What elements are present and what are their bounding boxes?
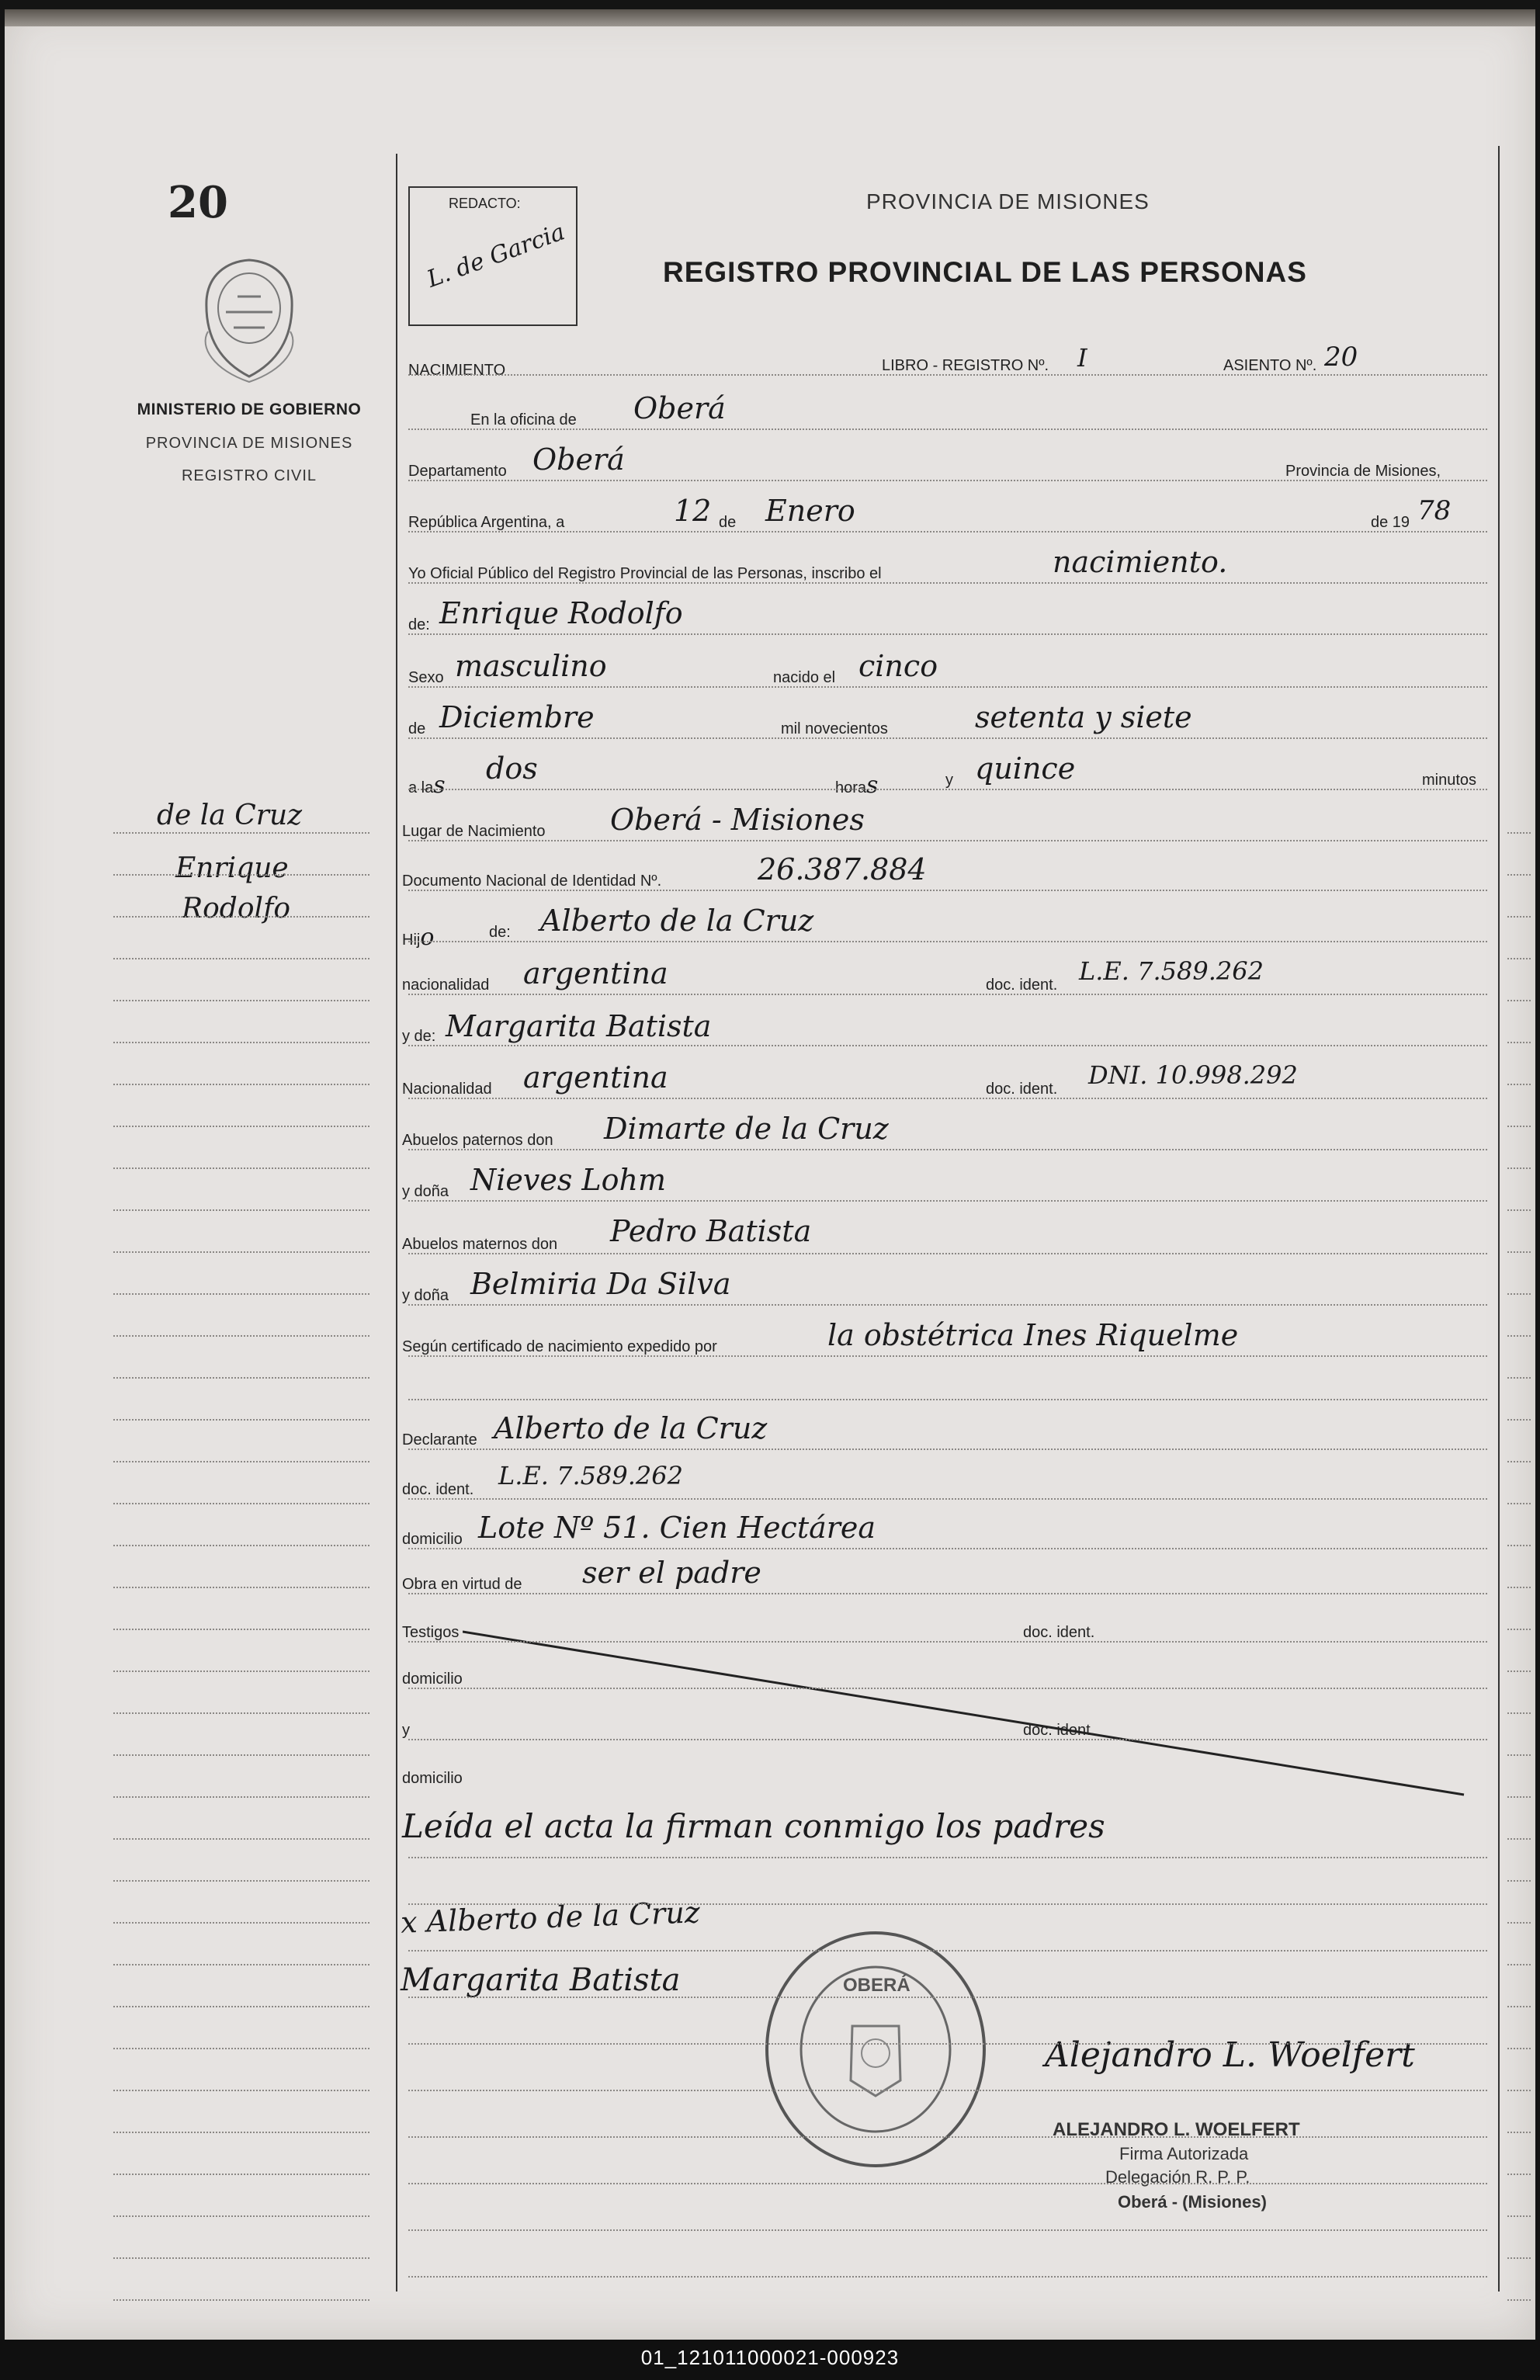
right-margin-line (1507, 1419, 1531, 1421)
form-line (408, 1304, 1487, 1306)
form-line (408, 789, 1487, 790)
anio-value: 78 (1417, 495, 1452, 526)
ab-mat-value: Pedro Batista (610, 1214, 812, 1248)
horas-value: dos (486, 751, 538, 786)
declarante-doc-value: L.E. 7.589.262 (498, 1461, 683, 1490)
form-line (408, 840, 1487, 841)
nombre-value: Enrique Rodolfo (439, 596, 683, 630)
nacido-value: cinco (858, 649, 938, 683)
margin-line (113, 2090, 369, 2091)
form-line (408, 1098, 1487, 1099)
departamento-value: Oberá (532, 442, 625, 477)
leida-text: Leída el acta la firman conmigo los padres (402, 1807, 1105, 1845)
margin-line (113, 1629, 369, 1630)
declarante-label: Declarante (402, 1431, 477, 1448)
official-line3: Delegación R. P. P. (1105, 2167, 1250, 2187)
domicilio-value: Lote Nº 51. Cien Hectárea (478, 1511, 876, 1545)
ydona-label: y doña (402, 1183, 449, 1200)
right-margin-line (1507, 2006, 1531, 2007)
doc5-label: doc. ident. (1023, 1722, 1095, 1739)
margin-line (113, 832, 369, 834)
form-line (408, 1045, 1487, 1046)
margin-line (113, 2299, 369, 2301)
domicilio3-label: domicilio (402, 1770, 463, 1787)
nac-value: argentina (523, 956, 668, 991)
form-line (408, 1253, 1487, 1254)
right-margin-line (1507, 1796, 1531, 1798)
form-line (408, 428, 1487, 430)
ab-pat-label: Abuelos paternos don (402, 1132, 553, 1149)
ydona2-label: y doña (402, 1287, 449, 1304)
form-line (408, 1498, 1487, 1500)
form-line (408, 1355, 1487, 1357)
hijo-label (402, 924, 434, 951)
de-label: de (719, 514, 737, 531)
province-heading: PROVINCIA DE MISIONES (866, 189, 1150, 213)
right-margin-line (1507, 1964, 1531, 1965)
right-margin-line (1507, 1377, 1531, 1379)
margin-line (113, 958, 369, 959)
signature-mother: Margarita Batista (401, 1962, 681, 1998)
right-margin-line (1507, 916, 1531, 918)
form-line (408, 1593, 1487, 1594)
form-line (408, 2090, 1487, 2091)
mes-nac-value: Diciembre (439, 700, 595, 734)
asiento-value: 20 (1324, 342, 1358, 373)
doc2-label: doc. ident. (986, 1081, 1058, 1098)
anio-label: de 19 (1371, 514, 1410, 531)
right-margin-line (1507, 1251, 1531, 1253)
form-line (408, 1903, 1487, 1905)
form-line (408, 1149, 1487, 1150)
form-line (408, 1548, 1487, 1549)
folio-number: 20 (168, 177, 228, 228)
alas-suffix: s (433, 772, 446, 799)
form-line (408, 1448, 1487, 1450)
margin-line (113, 874, 369, 876)
record-page (5, 9, 1535, 2340)
testigos-label: Testigos (402, 1624, 460, 1641)
form-line (408, 1857, 1487, 1858)
form-line (408, 1641, 1487, 1643)
right-margin-line (1507, 832, 1531, 834)
right-margin-line (1507, 958, 1531, 959)
de2-label: de: (408, 616, 430, 633)
form-line (408, 582, 1487, 584)
madre-value: Margarita Batista (446, 1009, 712, 1043)
margin-line (113, 1964, 369, 1965)
margin-note-name2: Rodolfo (182, 893, 291, 925)
form-line (408, 1399, 1487, 1400)
official-signature: Alejandro L. Woelfert (1045, 2035, 1415, 2075)
margin-note-name1: Enrique (175, 852, 289, 884)
margin-line (113, 1461, 369, 1462)
ab-pat2-value: Nieves Lohm (470, 1163, 667, 1197)
right-margin-line (1507, 2132, 1531, 2133)
margin-line (113, 2132, 369, 2133)
right-margin-line (1507, 1880, 1531, 1882)
y2-label: y (402, 1722, 410, 1739)
doc4-label: doc. ident. (1023, 1624, 1095, 1641)
image-id: 01_121011000021-000923 (640, 2346, 900, 2369)
seal-center-text: OBERÁ (843, 1975, 910, 1996)
margin-line (113, 2174, 369, 2175)
official-line4: Oberá - (Misiones) (1118, 2192, 1267, 2212)
libro-label: LIBRO - REGISTRO Nº. (882, 357, 1049, 374)
minutos-value: quince (975, 751, 1076, 786)
form-line (408, 686, 1487, 688)
margin-line (113, 1377, 369, 1379)
lugar-value: Oberá - Misiones (610, 803, 865, 837)
binding-edge (5, 9, 1535, 26)
right-margin-line (1507, 2299, 1531, 2301)
left-rule (396, 154, 397, 2292)
margin-line (113, 1209, 369, 1211)
departamento-label: Departamento (408, 463, 507, 480)
form-line (408, 2276, 1487, 2278)
redacto-label: REDACTO: (449, 196, 521, 211)
margin-line (113, 1293, 369, 1295)
mes-value: Enero (765, 494, 855, 528)
right-margin-line (1507, 1545, 1531, 1546)
right-rule (1498, 146, 1500, 2292)
right-margin-line (1507, 1461, 1531, 1462)
form-line (408, 480, 1487, 481)
margin-line (113, 2257, 369, 2259)
declarante-value: Alberto de la Cruz (494, 1411, 768, 1445)
dni-value: 26.387.884 (758, 852, 927, 886)
sexo-value: masculino (455, 649, 607, 683)
form-line (408, 374, 1487, 376)
right-margin-line (1507, 2090, 1531, 2091)
official-name: ALEJANDRO L. WOELFERT (1053, 2119, 1300, 2140)
yo-label: Yo Oficial Público del Registro Provincial de las Personas, inscribo el (408, 565, 882, 582)
right-margin-line (1507, 1042, 1531, 1043)
right-margin-line (1507, 2174, 1531, 2175)
official-line2: Firma Autorizada (1119, 2144, 1249, 2163)
right-margin-line (1507, 1629, 1531, 1630)
doc-label: doc. ident. (986, 977, 1058, 994)
form-line (408, 994, 1487, 995)
horas-suffix: s (866, 772, 879, 799)
segun-label: Según certificado de nacimiento expedido por (402, 1338, 717, 1355)
right-margin-line (1507, 1671, 1531, 1672)
form-line (408, 1997, 1487, 1998)
padre-doc-value: L.E. 7.589.262 (1079, 956, 1264, 986)
margin-note-surname: de la Cruz (157, 800, 303, 831)
hijo-de-label: de: (489, 924, 511, 941)
madre-doc-value: DNI. 10.998.292 (1088, 1060, 1298, 1090)
margin-line (113, 1419, 369, 1421)
domicilio2-label: domicilio (402, 1671, 463, 1688)
y-label: y (945, 772, 953, 789)
form-line (408, 2229, 1487, 2231)
registry-title: REGISTRO PROVINCIAL DE LAS PERSONAS (663, 256, 1307, 288)
form-line (408, 941, 1487, 942)
ministry-label: MINISTERIO DE GOBIERNO (137, 401, 362, 418)
right-margin-line (1507, 1293, 1531, 1295)
right-margin-line (1507, 2257, 1531, 2259)
asiento-label: ASIENTO Nº. (1223, 357, 1317, 374)
right-margin-line (1507, 2215, 1531, 2217)
nacimiento-label: NACIMIENTO (408, 362, 506, 379)
nac-label: nacionalidad (402, 977, 490, 994)
oficina-label: En la oficina de (470, 411, 577, 428)
nac2-value: argentina (523, 1060, 668, 1095)
margin-line (113, 1838, 369, 1840)
right-margin-line (1507, 1503, 1531, 1504)
dni-label: Documento Nacional de Identidad Nº. (402, 873, 662, 890)
de3-label: de (408, 720, 426, 737)
margin-line (113, 1922, 369, 1924)
obra-label: Obra en virtud de (402, 1576, 522, 1593)
oficina-value: Oberá (633, 391, 726, 425)
margin-line (113, 916, 369, 918)
ab-pat-value: Dimarte de la Cruz (604, 1112, 889, 1146)
form-line (408, 531, 1487, 533)
margin-line (113, 1042, 369, 1043)
coat-of-arms-icon (191, 254, 307, 386)
margin-line (113, 1754, 369, 1756)
margin-line (113, 2215, 369, 2217)
margin-line (113, 1796, 369, 1798)
right-margin-line (1507, 1209, 1531, 1211)
ab-mat2-value: Belmiria Da Silva (470, 1267, 731, 1301)
margin-line (113, 1000, 369, 1001)
form-line (408, 737, 1487, 739)
form-line (408, 1739, 1487, 1740)
yo-value: nacimiento. (1053, 545, 1228, 579)
segun-value: la obstétrica Ines Riquelme (827, 1318, 1239, 1352)
obra-value: ser el padre (582, 1556, 761, 1590)
margin-line (113, 1587, 369, 1588)
mil-label: mil novecientos (781, 720, 888, 737)
hijo-text: Hij (402, 932, 421, 949)
form-line (408, 633, 1487, 635)
right-margin-line (1507, 1838, 1531, 1840)
margin-line (113, 1880, 369, 1882)
hijo-suffix: o (420, 924, 435, 951)
signature-father: x Alberto de la Cruz (400, 1895, 701, 1940)
province-label: PROVINCIA DE MISIONES (145, 435, 353, 452)
alas-label (408, 772, 446, 799)
form-line (408, 1200, 1487, 1202)
right-margin-line (1507, 1754, 1531, 1756)
form-line (408, 1688, 1487, 1689)
domicilio-label: domicilio (402, 1531, 463, 1548)
form-line (408, 890, 1487, 891)
margin-line (113, 1545, 369, 1546)
provincia-label: Provincia de Misiones, (1285, 463, 1441, 480)
horas-label (835, 772, 878, 799)
ab-mat-label: Abuelos maternos don (402, 1236, 558, 1253)
right-margin-line (1507, 2048, 1531, 2049)
minutos-label: minutos (1422, 772, 1477, 789)
form-line (408, 2136, 1487, 2138)
right-margin-line (1507, 1126, 1531, 1127)
right-margin-line (1507, 874, 1531, 876)
libro-value: I (1077, 343, 1087, 373)
margin-line (113, 1712, 369, 1714)
right-margin-line (1507, 1084, 1531, 1085)
redacto-box (408, 186, 578, 326)
right-margin-line (1507, 1922, 1531, 1924)
yde-label: y de: (402, 1028, 436, 1045)
cancel-strike (463, 1624, 1472, 1802)
redacto-value: L. de Garcia (423, 218, 569, 293)
margin-line (113, 1084, 369, 1085)
republica-label: República Argentina, a (408, 514, 565, 531)
alas-text: a la (408, 779, 434, 796)
form-line (408, 2043, 1487, 2045)
anio-nac-value: setenta y siete (975, 700, 1192, 734)
right-margin-line (1507, 1335, 1531, 1337)
registry-label: REGISTRO CIVIL (181, 467, 317, 484)
nac2-label: Nacionalidad (402, 1081, 492, 1098)
margin-line (113, 1335, 369, 1337)
horas-text: hora (835, 779, 867, 796)
margin-line (113, 1126, 369, 1127)
margin-line (113, 1251, 369, 1253)
margin-line (113, 1167, 369, 1169)
margin-line (113, 1671, 369, 1672)
margin-line (113, 2048, 369, 2049)
nacido-label: nacido el (773, 669, 836, 686)
right-margin-line (1507, 1712, 1531, 1714)
dia-value: 12 (674, 494, 712, 528)
form-line (408, 2183, 1487, 2184)
margin-line (113, 2006, 369, 2007)
right-margin-line (1507, 1167, 1531, 1169)
sexo-label: Sexo (408, 669, 444, 686)
right-margin-line (1507, 1000, 1531, 1001)
right-margin-line (1507, 1587, 1531, 1588)
doc3-label: doc. ident. (402, 1481, 474, 1498)
lugar-label: Lugar de Nacimiento (402, 823, 546, 840)
form-line (408, 1950, 1487, 1952)
padre-value: Alberto de la Cruz (540, 904, 814, 938)
margin-line (113, 1503, 369, 1504)
